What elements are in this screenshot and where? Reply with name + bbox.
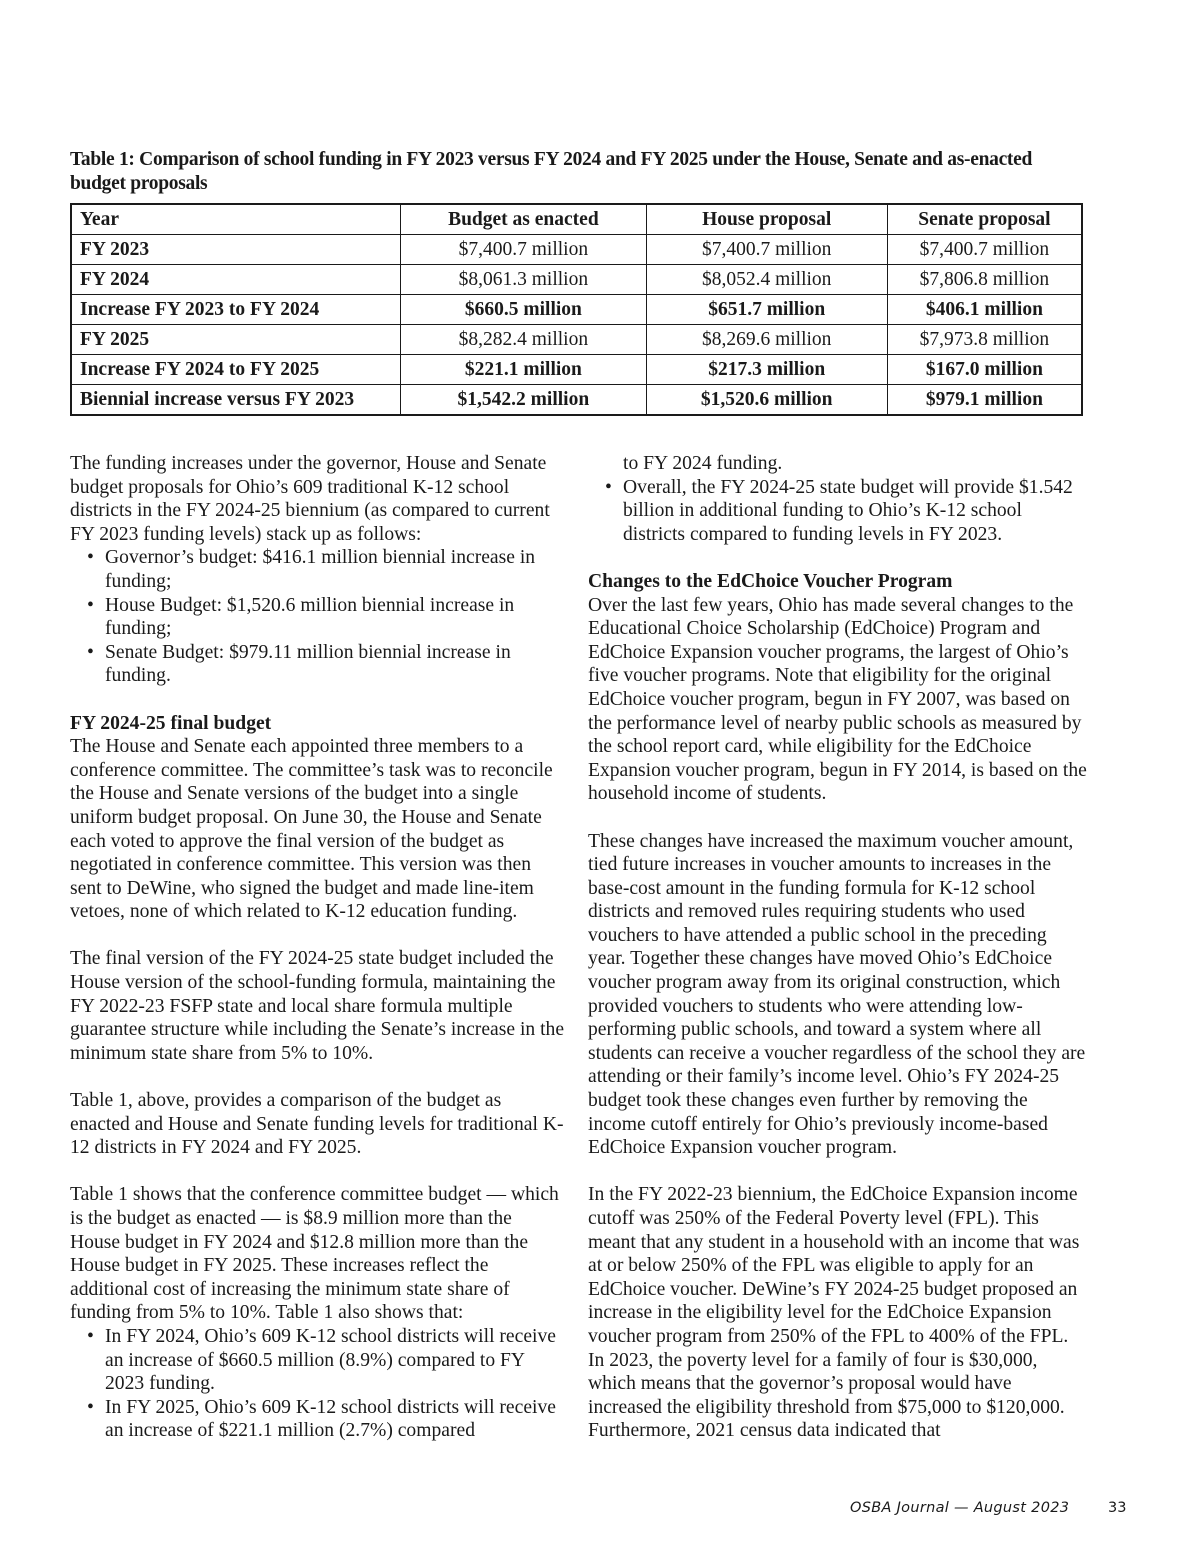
right-column: [588, 452, 1088, 1443]
cell-senate: $979.1 million: [887, 385, 1082, 416]
row-label: Increase FY 2024 to FY 2025: [71, 355, 401, 385]
left-column: [70, 452, 565, 1443]
table-row: [71, 355, 1082, 385]
list-item: • Overall, the FY 2024-25 state budget will provide $1.542 billion in additional funding to Ohio’s K-12 school districts compared to funding levels in FY 2023.: [623, 476, 1088, 547]
row-label: Biennial increase versus FY 2023: [71, 385, 401, 416]
body-paragraph: Table 1, above, provides a comparison of the budget as enacted and House and Senate funding levels for traditional K-12 districts in FY 2024 and FY 2025.: [70, 1090, 564, 1159]
header-enacted: Budget as enacted: [401, 204, 646, 235]
row-label: FY 2023: [71, 235, 401, 265]
list-item: • In FY 2024, Ohio’s 609 K-12 school districts will receive an increase of $660.5 million (8.9%) compared to FY 2023 funding.: [105, 1325, 565, 1396]
cell-enacted: $7,400.7 million: [401, 235, 646, 265]
list-item: • In FY 2025, Ohio’s 609 K-12 school districts will receive an increase of $221.1 million (2.7%) compared: [105, 1396, 565, 1443]
cell-house: $7,400.7 million: [646, 235, 887, 265]
table-header-row: [71, 204, 1082, 235]
section-heading-edchoice: Changes to the EdChoice Voucher Program: [588, 570, 953, 592]
cell-senate: $7,973.8 million: [887, 325, 1082, 355]
page-number: 33: [1108, 1500, 1127, 1516]
table-findings-list: [70, 1325, 565, 1443]
cell-senate: $406.1 million: [887, 295, 1082, 325]
list-item: • House Budget: $1,520.6 million biennial increase in funding;: [105, 594, 565, 641]
proposal-list: [70, 546, 565, 688]
table-row: [71, 265, 1082, 295]
table-caption: Table 1: Comparison of school funding in FY 2023 versus FY 2024 and FY 2025 under the House, Senate and as-enacted budget proposals: [70, 149, 1033, 194]
cell-house: $217.3 million: [646, 355, 887, 385]
section-heading-final-budget: FY 2024-25 final budget: [70, 712, 272, 734]
continued-text: to FY 2024 funding.: [623, 453, 783, 474]
table-row: [71, 325, 1082, 355]
intro-paragraph: The funding increases under the governor, House and Senate budget proposals for Ohio’s 609 traditional K-12 school districts in the FY 2024-25 biennium (as compared to current FY 2023 funding levels) stack up as follows:: [70, 453, 550, 545]
row-label: FY 2025: [71, 325, 401, 355]
header-house: House proposal: [646, 204, 887, 235]
cell-house: $8,269.6 million: [646, 325, 887, 355]
cell-enacted: $1,542.2 million: [401, 385, 646, 416]
cell-enacted: $8,282.4 million: [401, 325, 646, 355]
cell-senate: $7,400.7 million: [887, 235, 1082, 265]
list-item: • Governor’s budget: $416.1 million biennial increase in funding;: [105, 546, 565, 593]
row-label: FY 2024: [71, 265, 401, 295]
cell-senate: $7,806.8 million: [887, 265, 1082, 295]
journal-footer: OSBA Journal — August 2023: [850, 1500, 1070, 1516]
body-paragraph: These changes have increased the maximum voucher amount, tied future increases in voucher amounts to increases in the base-cost amount in the funding formula for K-12 school districts and removed rules requiring students who used vouchers to have attended a public school in the preceding year. Together these changes have moved Ohio’s EdChoice voucher program away from its original construction, which provided vouchers to students who were attending low-performing public schools, and toward a system where all students can receive a voucher regardless of the school they are attending or their family’s income level. Ohio’s FY 2024-25 budget took these changes even further by removing the income cutoff entirely for Ohio’s previously income-based EdChoice Expansion voucher program.: [588, 830, 1086, 1159]
cell-house: $651.7 million: [646, 295, 887, 325]
cell-house: $1,520.6 million: [646, 385, 887, 416]
body-paragraph: Over the last few years, Ohio has made several changes to the Educational Choice Scholarship (EdChoice) Program and EdChoice Expansion voucher programs, the largest of Ohio’s five voucher programs. Note that eligibility for the original EdChoice voucher program, begun in FY 2007, was based on the performance level of nearby public schools as measured by the school report card, while eligibility for the EdChoice Expansion voucher program, begun in FY 2014, is based on the household income of students.: [588, 594, 1087, 805]
header-senate: Senate proposal: [887, 204, 1082, 235]
cell-enacted: $660.5 million: [401, 295, 646, 325]
table-row: [71, 385, 1082, 416]
table-row: [71, 295, 1082, 325]
funding-comparison-table: [70, 203, 1083, 416]
cell-senate: $167.0 million: [887, 355, 1082, 385]
body-paragraph: Table 1 shows that the conference committee budget — which is the budget as enacted — is $8.9 million more than the House budget in FY 2024 and $12.8 million more than the House budget in FY 2025. These increases reflect the additional cost of increasing the minimum state share of funding from 5% to 10%. Table 1 also shows that:: [70, 1184, 559, 1324]
cell-enacted: $221.1 million: [401, 355, 646, 385]
cell-enacted: $8,061.3 million: [401, 265, 646, 295]
overall-list: [588, 476, 1088, 547]
table-row: [71, 235, 1082, 265]
list-item: • Senate Budget: $979.11 million biennial increase in funding.: [105, 641, 565, 688]
body-paragraph: The House and Senate each appointed three members to a conference committee. The committee’s task was to reconcile the House and Senate versions of the budget into a single uniform budget proposal. On June 30, the House and Senate each voted to approve the final version of the budget as negotiated in conference committee. This version was then sent to DeWine, who signed the budget and made line-item vetoes, none of which related to K-12 education funding.: [70, 736, 553, 923]
body-paragraph: The final version of the FY 2024-25 state budget included the House version of the school-funding formula, maintaining the FY 2022-23 FSFP state and local share formula multiple guarantee structure while including the Senate’s increase in the minimum state share from 5% to 10%.: [70, 948, 565, 1064]
row-label: Increase FY 2023 to FY 2024: [71, 295, 401, 325]
cell-house: $8,052.4 million: [646, 265, 887, 295]
header-year: Year: [71, 204, 401, 235]
body-paragraph: In the FY 2022-23 biennium, the EdChoice Expansion income cutoff was 250% of the Federal Poverty level (FPL). This meant that any student in a household with an income that was at or below 250% of the FPL was eligible to apply for an EdChoice voucher. DeWine’s FY 2024-25 budget proposed an increase in the eligibility level for the EdChoice Expansion voucher program from 250% of the FPL to 400% of the FPL. In 2023, the poverty level for a family of four is $30,000, which means that the governor’s proposal would have increased the eligibility threshold from $75,000 to $120,000. Furthermore, 2021 census data indicated that: [588, 1184, 1080, 1442]
